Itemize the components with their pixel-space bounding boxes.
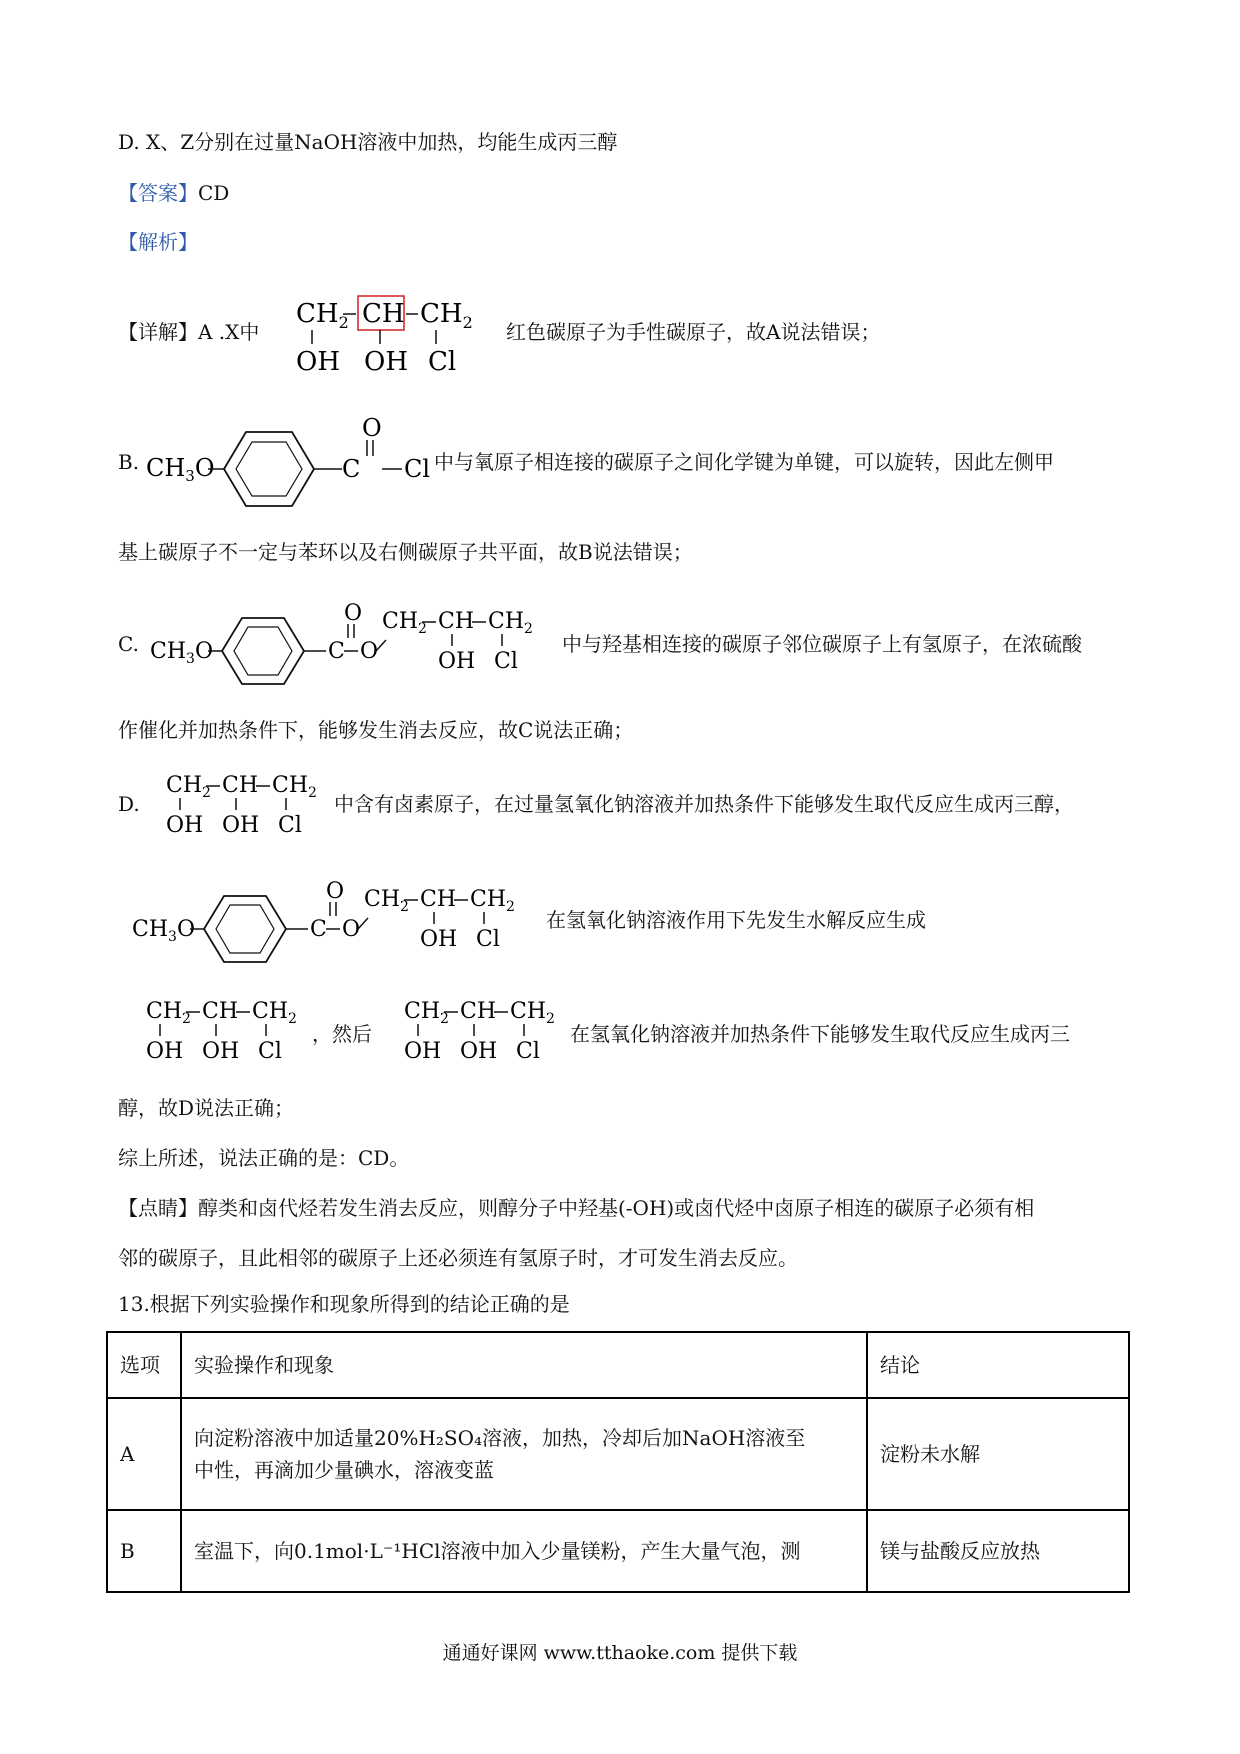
- svg-text:OH: OH: [222, 813, 260, 838]
- svg-text:CH3O: $CH_3O$: [146, 454, 215, 485]
- structure-d-chlorohydrin-3: [398, 994, 568, 1064]
- svg-text:O: O: [342, 917, 361, 942]
- structure-c-ester: [146, 598, 566, 688]
- table-row: [107, 1510, 1129, 1592]
- row-a-operation: [181, 1398, 867, 1510]
- svg-text:CH2: $CH_2$: [404, 999, 449, 1027]
- row-a-operation-line-1: 向淀粉溶液中加适量20%H₂SO₄溶液，加热，冷却后加NaOH溶液至: [194, 1426, 806, 1450]
- svg-text:OH: OH: [146, 1039, 184, 1064]
- svg-text:O: O: [326, 879, 345, 904]
- detail-a-suffix: 红色碳原子为手性碳原子，故A说法错误；: [506, 320, 881, 344]
- svg-text:CH2: $CH_2$: [364, 887, 409, 915]
- d-mid: ，然后: [312, 1022, 372, 1046]
- svg-text:CH2: $CH_2$: [382, 609, 427, 637]
- tip-text-2: 邻的碳原子，且此相邻的碳原子上还必须连有氢原子时，才可发生消去反应。: [118, 1246, 798, 1270]
- d-text-3: 在氢氧化钠溶液并加热条件下能够发生取代反应生成丙三: [570, 1022, 1070, 1046]
- structure-d-chlorohydrin: [160, 768, 330, 838]
- oh-label-1: OH: [296, 347, 340, 376]
- row-a-conclusion: 淀粉未水解: [867, 1398, 1129, 1510]
- analysis-tag: 【解析】: [118, 230, 198, 254]
- d-label: D.: [118, 792, 140, 816]
- svg-text:O: O: [362, 414, 382, 442]
- svg-text:CH3O: $CH_3O$: [150, 639, 213, 667]
- row-b-operation: 室温下，向0.1mol·L⁻¹HCl溶液中加入少量镁粉，产生大量气泡，测: [181, 1510, 867, 1592]
- header-option: 选项: [107, 1332, 181, 1398]
- svg-text:OH: OH: [438, 649, 476, 674]
- experiment-table: [106, 1331, 1130, 1593]
- svg-text:OH: OH: [202, 1039, 240, 1064]
- c-label: C.: [118, 632, 139, 656]
- page-footer: 通通好课网 www.tthaoke.com 提供下载: [442, 1642, 798, 1664]
- detail-tag: 【详解】: [118, 320, 198, 344]
- d-text: 中含有卤素原子，在过量氢氧化钠溶液并加热条件下能够发生取代反应生成丙三醇，: [334, 792, 1074, 816]
- row-b-option: B: [107, 1510, 181, 1592]
- question-13: 13.根据下列实验操作和现象所得到的结论正确的是: [118, 1292, 570, 1316]
- b-text: 中与氧原子相连接的碳原子之间化学键为单键，可以旋转，因此左侧甲: [434, 450, 1054, 474]
- structure-d-ester: [128, 876, 548, 966]
- svg-text:CH2: $CH_2$: [146, 999, 191, 1027]
- structure-b-anisoyl-chloride: [146, 414, 436, 514]
- svg-text:CH3O: $CH_3O$: [132, 917, 195, 945]
- option-d-line: D. X、Z分别在过量NaOH溶液中加热，均能生成丙三醇: [118, 130, 618, 154]
- svg-text:Cl: Cl: [494, 649, 518, 674]
- svg-text:Cl: Cl: [404, 455, 431, 483]
- svg-text:O: O: [360, 639, 379, 664]
- table-row: [107, 1398, 1129, 1510]
- c-text: 中与羟基相连接的碳原子邻位碳原子上有氢原子，在浓硫酸: [562, 632, 1082, 656]
- oh-label-2: OH: [364, 347, 408, 376]
- c-text-2: 作催化并加热条件下，能够发生消去反应，故C说法正确；: [118, 718, 634, 742]
- svg-text:C: C: [342, 455, 361, 483]
- structure-d-chlorohydrin-2: [140, 994, 310, 1064]
- tip-line: [118, 1194, 1034, 1222]
- svg-text:CH2: $CH_2$: [272, 773, 317, 801]
- ch2-label-1: $CH_2$: [296, 299, 349, 332]
- ch-label: CH: [362, 299, 405, 329]
- svg-text:OH: OH: [420, 927, 458, 952]
- svg-text:CH: CH: [202, 999, 239, 1024]
- table-header-row: [107, 1332, 1129, 1398]
- svg-text:OH: OH: [404, 1039, 442, 1064]
- svg-text:CH2: $CH_2$: [510, 999, 555, 1027]
- answer-tag: 【答案】: [118, 181, 198, 205]
- svg-text:CH2: $CH_2$: [166, 773, 211, 801]
- answer-line: [118, 179, 229, 207]
- svg-text:O: O: [344, 601, 363, 626]
- svg-text:Cl: Cl: [258, 1039, 282, 1064]
- row-a-option: A: [107, 1398, 181, 1510]
- detail-a-line: [118, 318, 259, 346]
- svg-text:C: C: [310, 917, 327, 942]
- structure-x-glycerol-chlorohydrin: [296, 292, 496, 376]
- tip-text: 醇类和卤代烃若发生消去反应，则醇分子中羟基(-OH)或卤代烃中卤原子相连的碳原子必须有相: [198, 1196, 1035, 1220]
- svg-text:CH2: $CH_2$: [252, 999, 297, 1027]
- b-label: B.: [118, 450, 140, 474]
- row-a-operation-line-2: 中性，再滴加少量碘水，溶液变蓝: [194, 1458, 494, 1482]
- svg-text:CH: CH: [460, 999, 497, 1024]
- header-operation: 实验操作和现象: [181, 1332, 867, 1398]
- svg-text:C: C: [328, 639, 345, 664]
- svg-text:CH2: $CH_2$: [488, 609, 533, 637]
- svg-text:CH2: $CH_2$: [470, 887, 515, 915]
- d-text-2: 在氢氧化钠溶液作用下先发生水解反应生成: [546, 908, 926, 932]
- d-text-4: 醇，故D说法正确；: [118, 1096, 295, 1120]
- tip-tag: 【点睛】: [118, 1196, 198, 1220]
- svg-text:CH: CH: [438, 609, 475, 634]
- svg-text:CH: CH: [420, 887, 457, 912]
- row-b-conclusion: 镁与盐酸反应放热: [867, 1510, 1129, 1592]
- svg-text:OH: OH: [166, 813, 204, 838]
- answer-value: CD: [198, 181, 230, 205]
- summary-line: 综上所述，说法正确的是：CD。: [118, 1146, 410, 1170]
- cl-label: Cl: [428, 347, 457, 376]
- svg-text:Cl: Cl: [476, 927, 500, 952]
- svg-text:Cl: Cl: [278, 813, 302, 838]
- svg-text:OH: OH: [460, 1039, 498, 1064]
- ch2-label-2: $CH_2$: [420, 299, 473, 332]
- b-text-2: 基上碳原子不一定与苯环以及右侧碳原子共平面，故B说法错误；: [118, 540, 693, 564]
- header-conclusion: 结论: [867, 1332, 1129, 1398]
- svg-text:Cl: Cl: [516, 1039, 540, 1064]
- svg-text:CH: CH: [222, 773, 259, 798]
- detail-a-prefix: A .X中: [198, 320, 260, 344]
